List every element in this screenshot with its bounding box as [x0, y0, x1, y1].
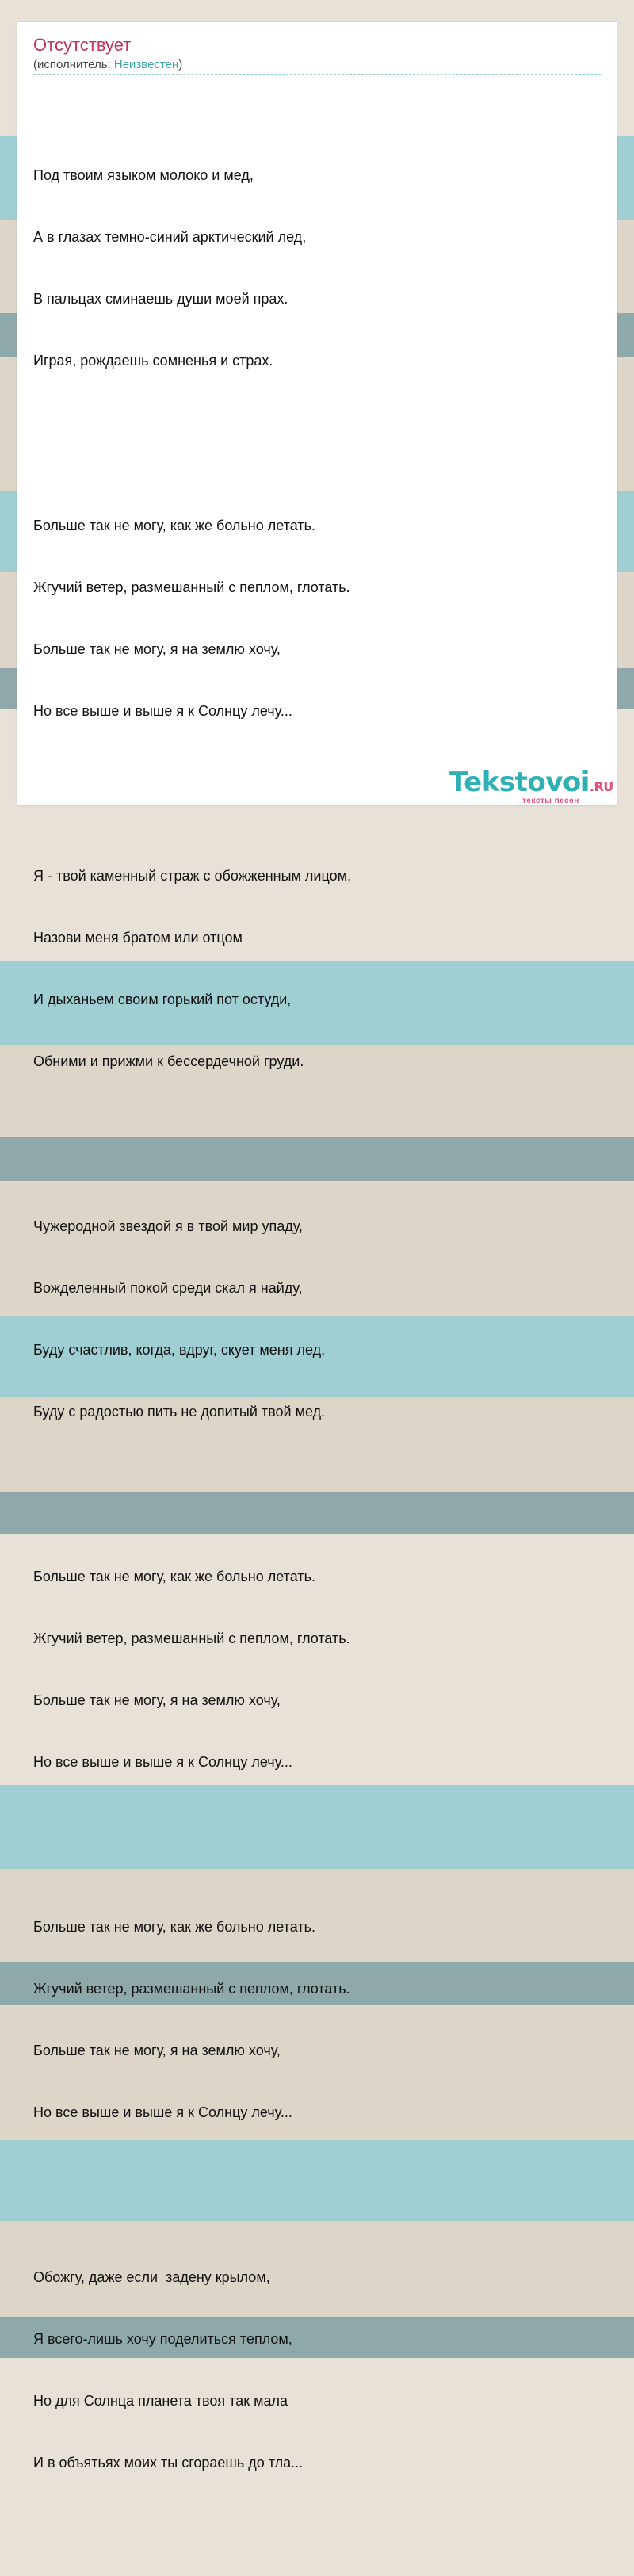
lyric-line: Жгучий ветер, размешанный с пеплом, глотать.: [33, 1981, 350, 1997]
artist-link[interactable]: Неизвестен: [113, 58, 179, 71]
divider: [33, 74, 601, 75]
stanza: [33, 1875, 596, 2164]
lyric-line: Больше так не могу, я на землю хочу,: [33, 2043, 281, 2058]
site-logo[interactable]: [449, 767, 616, 807]
lyric-line: Обожгу, даже если задену крылом,: [33, 2269, 270, 2285]
lyric-line: А в глазах темно-синий арктический лед,: [33, 229, 307, 245]
lyric-line: Больше так не могу, как же больно летать.: [33, 1919, 315, 1935]
lyric-line: Под твоим языком молоко и мед,: [33, 167, 254, 183]
lyric-line: Буду с радостью пить не допитый твой мед.: [33, 1404, 326, 1420]
lyric-line: Больше так не могу, как же больно летать.: [33, 1569, 315, 1584]
lyric-line: Больше так не могу, я на землю хочу,: [33, 1692, 281, 1708]
lyric-line: Назови меня братом или отцом: [33, 930, 243, 946]
logo-tagline: тексты песен: [522, 797, 579, 805]
stanza: [33, 474, 596, 762]
stanza: [33, 2226, 596, 2514]
stanza: [33, 1175, 596, 1463]
lyric-line: Жгучий ветер, размешанный с пеплом, глотать.: [33, 579, 350, 595]
logo-name: Tekstovoi: [449, 766, 590, 798]
logo-tld: .RU: [589, 779, 613, 794]
lyric-line: Но все выше и выше я к Солнцу лечу...: [33, 1754, 292, 1770]
stanza: [33, 1525, 596, 1814]
lyric-line: В пальцах сминаешь души моей прах.: [33, 291, 288, 307]
lyric-line: Чужеродной звездой я в твой мир упаду,: [33, 1218, 303, 1234]
song-title: Отсутствует: [33, 35, 132, 55]
lyric-line: Играя, рождаешь сомненья и страх.: [33, 353, 273, 369]
lyric-line: И в объятьях моих ты сгораешь до тла...: [33, 2455, 304, 2471]
lyric-line: Я всего-лишь хочу поделиться теплом,: [33, 2331, 292, 2347]
lyric-line: Жгучий ветер, размешанный с пеплом, глотать.: [33, 1630, 350, 1646]
lyrics-body: [33, 82, 596, 2576]
lyric-line: Больше так не могу, я на землю хочу,: [33, 641, 281, 657]
lyric-line: Обними и прижми к бессердечной груди.: [33, 1053, 304, 1069]
lyric-line: Но все выше и выше я к Солнцу лечу...: [33, 2104, 292, 2120]
stanza: [33, 124, 596, 412]
artist-line: [33, 57, 182, 73]
lyric-line: Но для Солнца планета твоя так мала: [33, 2393, 288, 2409]
lyric-line: И дыханьем своим горький пот остуди,: [33, 992, 292, 1007]
lyric-line: Но все выше и выше я к Солнцу лечу...: [33, 703, 292, 719]
artist-suffix: ): [178, 58, 183, 71]
lyric-line: Буду счастлив, когда, вдруг, скует меня лед,: [33, 1342, 326, 1358]
artist-prefix: (исполнитель:: [33, 58, 114, 71]
lyric-line: Больше так не могу, как же больно летать.: [33, 518, 315, 533]
lyrics-card: [17, 22, 617, 2471]
lyric-line: Вожделенный покой среди скал я найду,: [33, 1280, 303, 1296]
stanza: [33, 824, 596, 1113]
lyric-line: Я - твой каменный страж с обожженным лицом,: [33, 868, 351, 884]
